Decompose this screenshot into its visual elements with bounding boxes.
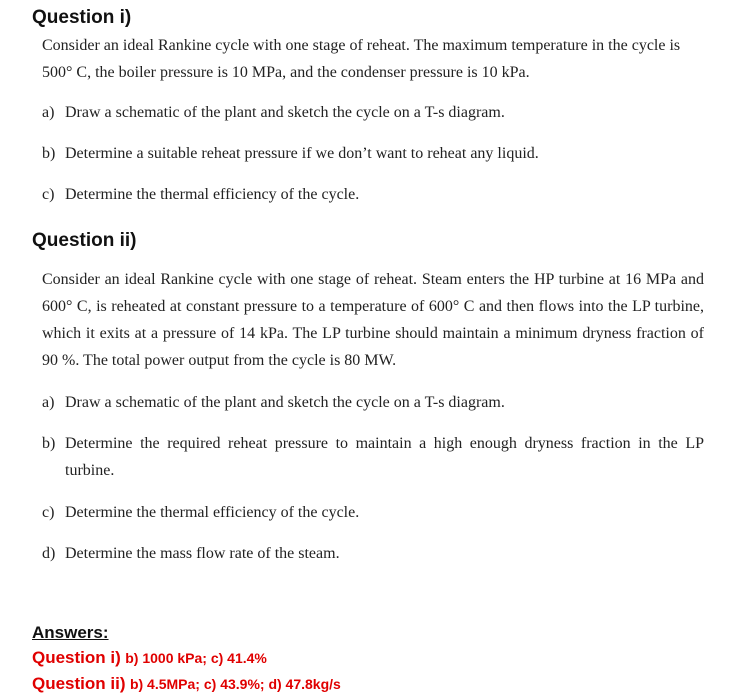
question-1-item-c <box>42 181 704 208</box>
item-text: Determine the thermal efficiency of the cycle. <box>65 504 360 521</box>
answer-values: b) 4.5MPa; c) 43.9%; d) 47.8kg/s <box>129 676 341 692</box>
item-text: Determine a suitable reheat pressure if we don’t want to reheat any liquid. <box>65 145 539 162</box>
item-text: Determine the required reheat pressure to maintain a high enough dryness fraction in the LP turbine. <box>65 435 704 479</box>
question-2-item-d <box>42 540 704 567</box>
question-2-item-b <box>42 430 704 484</box>
item-marker: c) <box>42 186 55 203</box>
question-1-intro: Consider an ideal Rankine cycle with one stage of reheat. The maximum temperature in the cycle is 500° C, the boiler pressure is 10 MPa, and the condenser pressure is 10 kPa. <box>42 37 681 81</box>
question-1-item-a <box>42 99 704 126</box>
answer-values: b) 1000 kPa; c) 41.4% <box>125 650 267 666</box>
item-marker: a) <box>42 394 55 411</box>
answer-question-2 <box>32 674 341 694</box>
question-2-item-c <box>42 499 704 526</box>
question-2-heading: Question ii) <box>32 230 137 251</box>
item-marker: b) <box>42 145 56 162</box>
question-1-item-b <box>42 140 704 167</box>
item-marker: d) <box>42 545 56 562</box>
item-text: Draw a schematic of the plant and sketch the cycle on a T-s diagram. <box>65 104 505 121</box>
answer-label: Question ii) <box>32 674 126 693</box>
item-text: Determine the mass flow rate of the steam. <box>65 545 340 562</box>
answer-label: Question i) <box>32 648 121 667</box>
item-marker: b) <box>42 435 56 452</box>
question-1-heading: Question i) <box>32 7 132 28</box>
item-text: Draw a schematic of the plant and sketch the cycle on a T-s diagram. <box>65 394 505 411</box>
item-text: Determine the thermal efficiency of the cycle. <box>65 186 360 203</box>
question-2-item-a <box>42 389 704 416</box>
item-marker: a) <box>42 104 55 121</box>
item-marker: c) <box>42 504 55 521</box>
answers-title: Answers: <box>32 623 109 642</box>
question-2-intro: Consider an ideal Rankine cycle with one stage of reheat. Steam enters the HP turbine at 16 MPa and 600° C, is reheated at constant pressure to a temperature of 600° C and then flows into the LP turbine, which it exits at a pressure of 14 kPa. The LP turbine should maintain a minimum dryness fraction of 90 %. The total power output from the cycle is 80 MW. <box>42 271 704 369</box>
answer-question-1 <box>32 648 267 668</box>
